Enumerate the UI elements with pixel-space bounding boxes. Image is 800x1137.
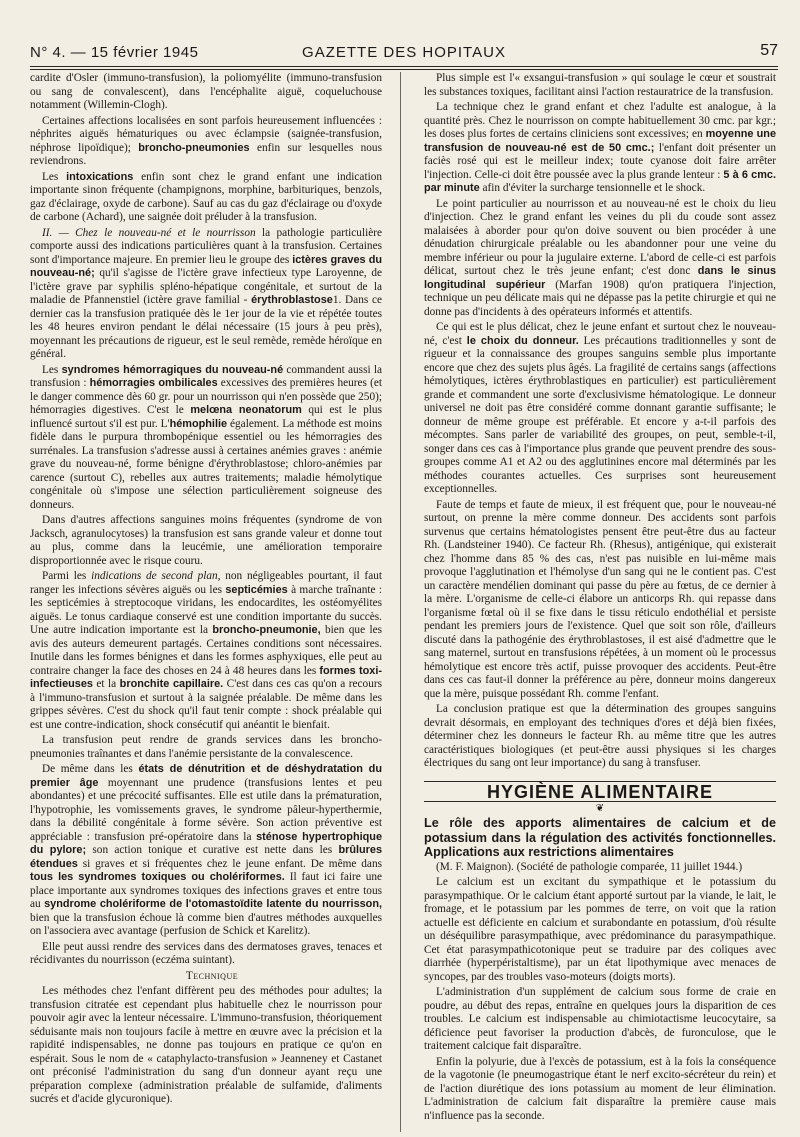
paragraph: cardite d'Osler (immuno-transfusion), la poliomyélite (immuno-transfusion ou sang de convalescent), dans l'encéphalite aiguë, coqueluchouse notamment (Willemin-Clogh). [30,72,382,111]
column-divider [400,72,401,1132]
paragraph: Le calcium est un excitant du sympathique et le potassium du parasympathique. Or le calcium étant apporté surtout par la viande, le lait, le fromage, et le potassium par les pommes de terre, on voit que la ration actuelle est déficiente en calcium et surabondante en potassium, d'où résulte un déséquilibre parasympathique, avec prédominance du parasympathique. Cet état parasympathicotonique peut se traduire par des coliques avec diarrhée (hyperpéristaltisme), par un état lipothymique avec menaces de syncopes, par des troubles vaso-moteurs (doigts morts). [424,876,776,983]
paragraph: Enfin la polyurie, due à l'excès de potassium, est à la fois la conséquence de la vagotonie (le pneumogastrique étant le nerf excito-sécréteur du rein) et de l'action diurétique des ions potassium au moment de leur élimination. L'administration de calcium fait disparaître la première cause mais n'influence pas la seconde. [424,1055,776,1122]
paragraph: II. — Chez le nouveau-né et le nourrisson la pathologie particulière comporte aussi des indications particulières quant à la transfusion. Certaines sont d'importance majeure. En premier lieu le groupe des ictères graves du nouveau-né; qu'il s'agisse de l'ictère grave infectieux type Laroyenne, de l'ictère grave par syphilis spléno-hépatique congénitale, et surtout de la maladie de Pfannenstiel (ictère grave familial - érythroblastose1. Dans ce dernier cas la transfusion pratiquée dès le 1er jour de la vie et répétée toutes les 48 heures environ pendant le délai nécessaire (15 jours à peu près), moyennant les précautions de rigueur, est le seul remède, remède héroïque en général. [30,226,383,360]
journal-title: GAZETTE DES HOPITAUX [302,44,506,61]
paragraph: L'administration d'un supplément de calcium sous forme de craie en poudre, au début des repas, entraîne en quelques jours la disparition de ces troubles. Le calcium est indispensable au chimiotactisme leucocytaire, sa déficience peut favoriser la production d'abcès, de furonculose, que le traitement calcique fait disparaître. [424,986,776,1052]
paragraph: Ce qui est le plus délicat, chez le jeune enfant et surtout chez le nouveau-né, c'est le choix du donneur. Les précautions traditionnelles y sont de rigueur et la connaissance des groupes sanguins semble plus importante encore que chez des sujets plus âgés. La fragilité de certains sangs (affections hémolytiques, ictères érythroblastiques en particulier) est particulièrement grande et commandent une sorte d'exclusivisme hématologique. Le donneur universel ne doit pas être considéré comme donnant garantie suffisante; le donneur de même groupe est préférable. Et encore y a-t-il parfois des mécomptes. Sans parler de variabilité des groupes, on peut, semble-t-il, songer dans ces cas à l'importance plus grande que peuvent prendre des sous-groupes comme A1 et A2 ou des agglutinines encore mal déterminés par les méthodes courantes actuelles. Ces surprises sont heureusement exceptionnelles. [424,321,777,495]
article-title: Le rôle des apports alimentaires de calcium et de potassium dans la régulation des activités fonctionnelles. Applications aux restrictions alimentaires [424,816,776,859]
section-heading: HYGIÈNE ALIMENTAIRE [424,781,776,800]
paragraph: De même dans les états de dénutrition et de déshydratation du premier âge moyennant une prudence (transfusions lentes et peu abondantes) et une précocité suffisantes. Elle est utile dans la prématuration, l'hypotrophie, les vomissements graves, le syndrome pâleur-hyperthermie, dans la débilité congénitale à forme sévère. Son action préventive est appréciable : transfusion pré-opératoire dans la sténose hypertrophique du pylore; son action tonique et curative est nette dans les brûlures étendues si graves et si fréquentes chez le jeune enfant. De même dans tous les syndromes toxiques ou cholériformes. Il faut ici faire une place importante aux syndromes toxiques des infections graves et entre tous au syndrome cholériforme de l'otomastoïdite latente du nourrisson, bien que la transfusion échoue là comme bien d'autres méthodes auxquelles on l'associera avec avantage (perfusion de Schick et Karelitz). [30,763,383,937]
subheading: Technique [185,969,239,982]
paragraph: Le point particulier au nourrisson et au nouveau-né est le choix du lieu d'injection. Chez le grand enfant les veines du pli du coude sont assez malaisées à aborder pour qu'on doive souvent ou bien procéder à une dénudation chirurgicale préalable ou les abandonner pour une veine du membre inférieur ou pour la jugulaire externe. L'abord de celle-ci est parfois délicat, surtout chez le très jeune enfant; c'est donc dans le sinus longitudinal supérieur (Marfan 1908) qu'on pratiquera l'injection, technique un peu délicate mais qui ne dépasse pas la petite chirurgie et qui ne donne pas d'incidents à des opérateurs informés et attentifs. [424,197,777,318]
paragraph: Les méthodes chez l'enfant diffèrent peu des méthodes pour adultes; la transfusion citratée est cependant plus habituelle chez le nourrisson pour pouvoir agir avec la lenteur nécessaire. L'immuno-transfusion, théoriquement séduisante mais non toujours facile à mettre en œuvre avec la précision et la rapidité indispensables, ne donne pas toujours en pratique ce qu'on en espérait. Sous le nom de « cataphylacto-transfusion » Jeanneney et Castanet ont préconisé l'administration du sang d'un donneur ayant reçu une préparation complexe (administration préalable de sulfamide, d'aliments sucrés et d'acide glycuronique). [30,985,382,1105]
page-header [30,38,778,68]
paragraph: Elle peut aussi rendre des services dans des dermatoses graves, tenaces et récidivantes du nourrisson (eczéma suintant). [30,940,382,966]
left-column [30,72,382,1109]
paragraph: La transfusion peut rendre de grands services dans les broncho-pneumonies traînantes et dans l'anémie persistante de la convalescence. [30,734,382,760]
paragraph: Certaines affections localisées en sont parfois heureusement influencées : néphrites aiguës hématuriques ou avec éclampsie (saignée-transfusion, néphrose lipoïdique); broncho-pneumonies enfin sur lesquelles nous reviendrons. [30,114,382,167]
paragraph: Dans d'autres affections sanguines moins fréquentes (syndrome de von Jacksch, agranulocytoses) la transfusion est sans grande valeur et donne tout au plus, comme dans la leucémie, une amélioration temporaire disproportionnée avec le risque couru. [30,514,382,567]
paragraph: La technique chez le grand enfant et chez l'adulte est analogue, à la quantité près. Chez le nourrisson on compte habituellement 30 cmc. par kgr.; les doses plus fortes de certains cliniciens sont excessives; en moyenne une transfusion de nouveau-né est de 50 cmc.; l'enfant doit présenter un faciès rosé qui est le meilleur index; toute cyanose doit faire arrêter l'injection. Celle-ci doit être poussée avec la plus grande lenteur : 5 à 6 cmc. par minute afin d'éviter la surcharge tensionnelle et le shock. [424,101,777,194]
header-rule-2 [30,69,778,70]
ornament-icon: ❦ [595,803,605,814]
header-rule [30,66,778,67]
page-number: 57 [760,42,778,59]
paragraph: Les syndromes hémorragiques du nouveau-né commandent aussi la transfusion : hémorragies ombilicales excessives des premières heures (et le danger commence dès 60 gr. pour un nourrisson qui n'en possède que 250); hémorragies digestives. C'est le melœna neonatorum qui est le plus influencé surtout s'il est pur. L'hémophilie également. La méthode est moins fidèle dans le purpura thrombopénique essentiel ou les hémorragies des surrénales. La transfusion s'adresse aussi à certaines anémies graves : anémie grave du nouveau-né, forme bénigne d'érythroblastose; chloro-anémies par carence (surtout C), rebelles aux autres traitements; maladie hémolytique congénitale où s'impose une sélection particulièrement soigneuse des donneurs. [30,363,383,511]
paragraph: Les intoxications enfin sont chez le grand enfant une indication importante sinon fréquente (champignons, morphine, barbituriques, benzols, gaz d'éclairage, oxyde de carbone). Sauf au cas du gaz d'éclairage ou d'oxyde de carbone (Achard), une saignée doit préluder à la transfusion. [30,170,383,223]
article-meta: (M. F. Maignon). (Société de pathologie comparée, 11 juillet 1944.) [436,860,743,873]
paragraph: Faute de temps et faute de mieux, il est fréquent que, pour le nouveau-né surtout, on prenne la mère comme donneur. Des accidents sont parfois survenus que certains hématologistes pensent être peut-être dus au facteur Rh. (Landsteiner 1940). Ce facteur Rh. (Rhesus), antigénique, qui existerait chez l'homme dans 85 % des cas, n'est pas nuisible en lui-même mais provoque l'agglutination et l'hémolyse d'un sang qui ne le contient pas. C'est un caractère mendélien dominant qui passe du père au fœtus, de ce dernier à la mère. L'organisme de celle-ci élabore un anticorps Rh. qui repasse dans l'organisme fœtal où il se fixe dans le tissu réticulo endothélial et persiste pendant les premiers jours de l'existence. Quel que soit son rôle, d'ailleurs discuté dans la pathogénie des érythroblastoses, il est aisé d'admettre que le sang maternel, surtout en transfusions répétées, à un moment où le processus hémolytique est encore très actif, puisse provoquer des accidents. Peut-être dans ces cas faut-il donner la préférence au père, donneur moins dangereux que la mère, puisque possédant Rh. comme l'enfant. [424,498,776,700]
right-column [424,72,776,1125]
paragraph: La conclusion pratique est que la détermination des groupes sanguins devrait désormais, en employant des techniques d'ores et déjà bien fixées, déterminer chez les donneurs le facteur Rh. au même titre que les autres caractéristiques biologiques (et peut-être aussi physiques si les charges électriques du sang ont leur importance) du sang à transfuser. [424,703,776,769]
paragraph: Parmi les indications de second plan, non négligeables pourtant, il faut ranger les infections sévères aiguës ou les septicémies à marche traînante : les septicémies à streptocoque viridans, les endocardites, les ostéomyélites aiguës. Le tonus cardiaque conservé est une condition importante du succès. Une autre indication importante est la broncho-pneumonie, bien que les avis des auteurs demeurent partagés. Certaines conditions sont nécessaires. Inutile dans les formes bénignes et dans les formes asphyxiques, elle peut au contraire changer la face des choses en 24 à 48 heures dans les formes toxi-infectieuses et la bronchite capillaire. C'est dans ces cas qu'on a recours à l'immuno-transfusion et surtout à la saignée préalable. De même dans les grippes sévères. C'est du shock qu'il faut tenir compte : shock préalable qui est une contre-indication, shock consécutif qui anéantit le bienfait. [30,570,383,731]
paragraph: Plus simple est l'« exsangui-transfusion » qui soulage le cœur et soustrait les substances toxiques, facilitant ainsi l'action restauratrice de la transfusion. [424,72,776,98]
issue-date: N° 4. — 15 février 1945 [30,44,199,61]
